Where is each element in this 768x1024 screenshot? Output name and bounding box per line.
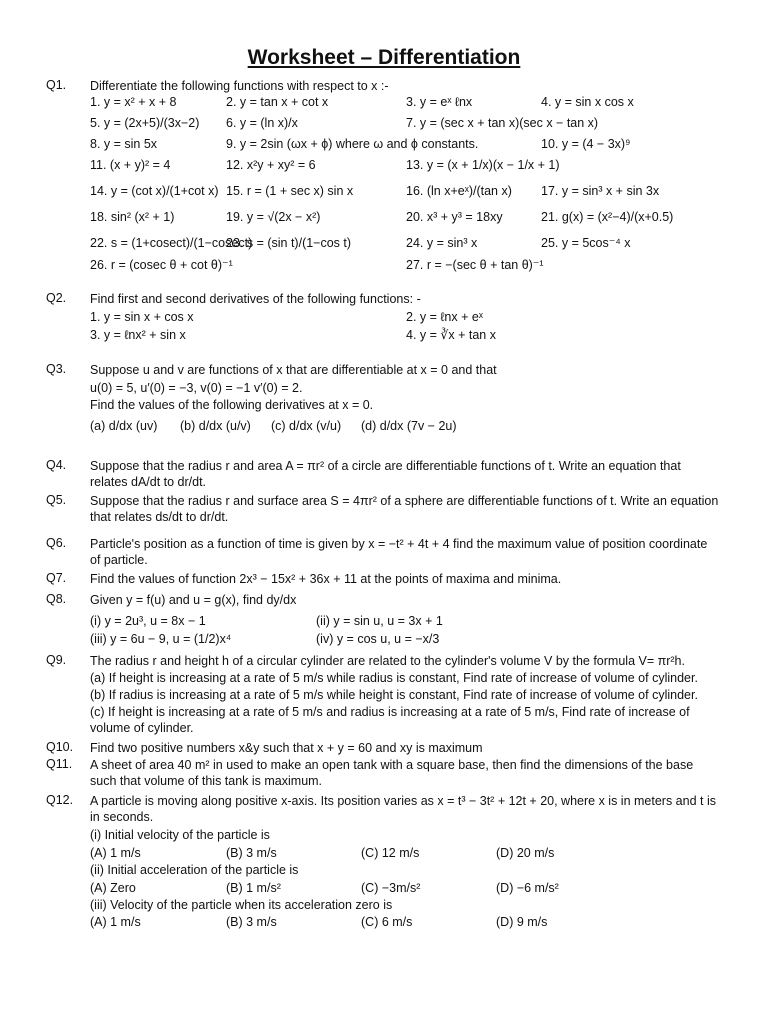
list-item: (ii) y = sin u, u = 3x + 1	[316, 614, 443, 628]
list-item: 26. r = (cosec θ + cot θ)⁻¹	[90, 258, 233, 272]
question-text: Find two positive numbers x&y such that x + y = 60 and xy is maximum	[90, 741, 483, 755]
list-item: (A) 1 m/s	[90, 915, 141, 929]
list-item: 19. y = √(2x − x²)	[226, 210, 321, 224]
list-item: 20. x³ + y³ = 18xy	[406, 210, 503, 224]
list-item: (C) 6 m/s	[361, 915, 413, 929]
question-number: Q10.	[46, 740, 74, 754]
list-item: 10. y = (4 − 3x)⁹	[541, 137, 631, 151]
list-item: (b) If radius is increasing at a rate of 5 m/s while height is constant, Find rate of increase of volume of cylinder.	[90, 688, 698, 702]
list-item: 15. r = (1 + sec x) sin x	[226, 184, 354, 198]
list-item: (ii) Initial acceleration of the particle is	[90, 863, 299, 877]
list-item: (B) 3 m/s	[226, 846, 277, 860]
list-item: 3. y = ℓnx² + sin x	[90, 328, 186, 342]
question-number: Q7.	[46, 571, 67, 585]
list-item: (a) d/dx (uv)	[90, 419, 158, 433]
question-number: Q11.	[46, 757, 73, 771]
list-item: (A) 1 m/s	[90, 846, 141, 860]
list-item: (d) d/dx (7v − 2u)	[361, 419, 457, 433]
list-item: 16. (ln x+eˣ)/(tan x)	[406, 184, 512, 198]
list-item: 8. y = sin 5x	[90, 137, 158, 151]
list-item: (B) 3 m/s	[226, 915, 277, 929]
list-item: 6. y = (ln x)/x	[226, 116, 298, 130]
question-text: Suppose that the radius r and area A = πr² of a circle are differentiable functions of t. Write an equation that relates dA/dt to dr/dt.	[90, 459, 681, 489]
list-item: 4. y = ∛x + tan x	[406, 328, 496, 342]
list-item: 7. y = (sec x + tan x)(sec x − tan x)	[406, 116, 599, 130]
list-item: 24. y = sin³ x	[406, 236, 478, 250]
list-item: 17. y = sin³ x + sin 3x	[541, 184, 660, 198]
question-text: A particle is moving along positive x-axis. Its position varies as x = t³ − 3t² + 12t + 20, where x is in meters and t is in seconds.	[90, 794, 716, 824]
question-number: Q6.	[46, 536, 67, 550]
question-text: A sheet of area 40 m² in used to make an open tank with a square base, then find the dimensions of the base such that volume of this tank is maximum.	[90, 758, 694, 788]
question-number: Q4.	[46, 458, 67, 472]
list-item: (c) d/dx (v/u)	[271, 419, 342, 433]
list-item: (C) −3m/s²	[361, 881, 421, 895]
question-text: Differentiate the following functions with respect to x :-	[90, 79, 389, 93]
list-item: 25. y = 5cos⁻⁴ x	[541, 236, 631, 250]
list-item: 3. y = eˣ ℓnx	[406, 95, 473, 109]
question-text: Given y = f(u) and u = g(x), find dy/dx	[90, 593, 297, 607]
list-item: (A) Zero	[90, 881, 136, 895]
question-text: Particle's position as a function of time is given by x = −t² + 4t + 4 find the maximum value of position coordinate of particle.	[90, 537, 708, 567]
question-number: Q12.	[46, 793, 74, 807]
question-text: Find the values of function 2x³ − 15x² + 36x + 11 at the points of maxima and minima.	[90, 572, 562, 586]
question-text: Suppose u and v are functions of x that are differentiable at x = 0 and that	[90, 363, 497, 377]
list-item: 27. r = −(sec θ + tan θ)⁻¹	[406, 258, 544, 272]
list-item: (a) If height is increasing at a rate of 5 m/s while radius is constant, Find rate of increase of volume of cylinder.	[90, 671, 698, 685]
list-item: (c) If height is increasing at a rate of 5 m/s and radius is increasing at a rate of 5 m/s, Find rate of increase of volume of cylinder.	[90, 705, 690, 735]
list-item: 23. s = (sin t)/(1−cos t)	[226, 236, 352, 250]
question-number: Q9.	[46, 653, 67, 667]
list-item: (iii) y = 6u − 9, u = (1/2)x⁴	[90, 632, 232, 646]
list-item: 1. y = x² + x + 8	[90, 95, 177, 109]
question-number: Q8.	[46, 592, 67, 606]
list-item: (b) d/dx (u/v)	[180, 419, 251, 433]
question-number: Q2.	[46, 291, 67, 305]
list-item: 2. y = tan x + cot x	[226, 95, 329, 109]
list-item: 14. y = (cot x)/(1+cot x)	[90, 184, 219, 198]
list-item: (i) y = 2u³, u = 8x − 1	[90, 614, 206, 628]
list-item: (i) Initial velocity of the particle is	[90, 828, 270, 842]
question-number: Q3.	[46, 362, 67, 376]
question-text: The radius r and height h of a circular cylinder are related to the cylinder's volume V by the formula V= πr²h.	[90, 654, 685, 668]
list-item: (D) 9 m/s	[496, 915, 548, 929]
list-item: 22. s = (1+cosect)/(1−cosect)	[90, 236, 253, 250]
list-item: (iii) Velocity of the particle when its acceleration zero is	[90, 898, 393, 912]
list-item: 9. y = 2sin (ωx + ϕ) where ω and ϕ constants.	[226, 137, 479, 151]
list-item: (iv) y = cos u, u = −x/3	[316, 632, 440, 646]
question-text: Find first and second derivatives of the following functions: -	[90, 292, 421, 306]
list-item: (C) 12 m/s	[361, 846, 420, 860]
list-item: 5. y = (2x+5)/(3x−2)	[90, 116, 200, 130]
question-number: Q5.	[46, 493, 67, 507]
question-text: Find the values of the following derivatives at x = 0.	[90, 398, 374, 412]
list-item: 11. (x + y)² = 4	[90, 158, 171, 172]
list-item: 4. y = sin x cos x	[541, 95, 634, 109]
question-number: Q1.	[46, 78, 67, 92]
page-title: Worksheet – Differentiation	[247, 46, 521, 69]
list-item: 2. y = ℓnx + eˣ	[406, 310, 483, 324]
question-text: u(0) = 5, u′(0) = −3, v(0) = −1 v′(0) = 2.	[90, 381, 303, 395]
list-item: (D) −6 m/s²	[496, 881, 559, 895]
list-item: (B) 1 m/s²	[226, 881, 281, 895]
list-item: 18. sin² (x² + 1)	[90, 210, 175, 224]
list-item: 21. g(x) = (x²−4)/(x+0.5)	[541, 210, 674, 224]
list-item: 12. x²y + xy² = 6	[226, 158, 316, 172]
list-item: (D) 20 m/s	[496, 846, 555, 860]
question-text: Suppose that the radius r and surface area S = 4πr² of a sphere are differentiable functions of t. Write an equation that relates ds/dt to dr/dt.	[90, 494, 719, 524]
list-item: 1. y = sin x + cos x	[90, 310, 194, 324]
list-item: 13. y = (x + 1/x)(x − 1/x + 1)	[406, 158, 560, 172]
